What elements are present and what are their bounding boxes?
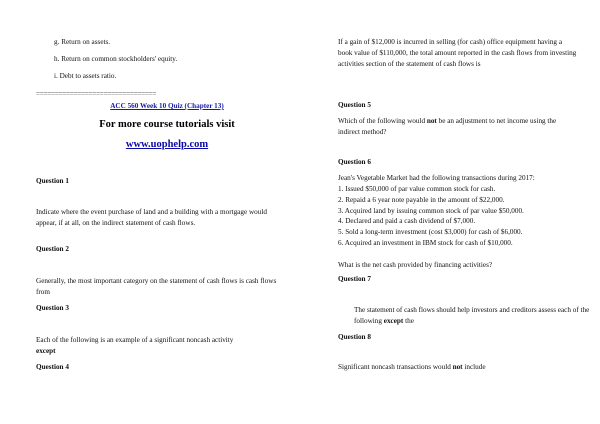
question-5-text-pre: Which of the following would [338, 117, 427, 125]
transaction-item: 1. Issued $50,000 of par value common stock for cash. [338, 185, 496, 193]
question-7-text-post: the [403, 316, 414, 325]
transaction-item: 6. Acquired an investment in IBM stock for cash of $10,000. [338, 238, 513, 247]
transaction-item: 3. Acquired land by issuing common stock of par value $50,000. [338, 206, 524, 215]
question-7-text-bold: except [383, 316, 404, 325]
question-3-text-plain: Each of the following is an example of a significant noncash activity [36, 336, 234, 344]
question-8-label: Question 8 [338, 333, 371, 341]
question-5-text-post: be an adjustment to net income using the indirect method? [338, 117, 557, 136]
question-7-label: Question 7 [338, 275, 371, 283]
list-item-g: g. Return on assets. [54, 38, 111, 46]
question-8-text [338, 362, 600, 373]
question-5-text-bold: not [426, 117, 437, 125]
separator-line: ================================ [36, 90, 157, 98]
question-6-transactions [338, 184, 600, 249]
question-2-text: Generally, the most important category on the statement of cash flows is cash flows from [36, 277, 277, 296]
transaction-item: 5. Sold a long-term investment (cost $3,000) for cash of $6,000. [338, 228, 523, 237]
promo-heading: For more course tutorials visit [99, 119, 235, 130]
question-8-text-pre: Significant noncash transactions would [338, 363, 453, 371]
question-3-label: Question 3 [36, 304, 69, 312]
question-1-label: Question 1 [36, 177, 69, 185]
quiz-title-link[interactable]: ACC 560 Week 10 Quiz (Chapter 13) [110, 102, 224, 110]
question-5-text [338, 116, 578, 138]
transaction-item: 4. Declared and paid a cash dividend of $7,000. [338, 217, 476, 226]
question-3-text-bold: except [36, 346, 56, 355]
question-8-text-post: include [462, 363, 486, 371]
question-8-text-bold: not [452, 363, 463, 371]
question-3-text [36, 335, 298, 357]
question-6-intro: Jean's Vegetable Market had the following transactions during 2017: [338, 174, 535, 182]
intro-question-text: If a gain of $12,000 is incurred in selling (for cash) office equipment having a book value of $110,000, the total amount reported in the cash flows from investing activities section of the statement of cash flows is [338, 38, 577, 68]
question-6-question: What is the net cash provided by financing activities? [338, 261, 493, 269]
list-item-h: h. Return on common stockholders' equity. [54, 55, 178, 63]
question-5-label: Question 5 [338, 101, 371, 109]
transaction-item: 2. Repaid a 6 year note payable in the amount of $22,000. [338, 195, 505, 204]
question-6-label: Question 6 [338, 158, 371, 166]
question-1-text: Indicate where the event purchase of land and a building with a mortgage would appear, if at all, on the indirect statement of cash flows. [36, 208, 267, 227]
question-7-text [354, 305, 594, 327]
question-7-text-pre: The statement of cash flows should help investors and creditors assess each of the following [354, 306, 590, 325]
question-4-label: Question 4 [36, 363, 69, 371]
question-2-label: Question 2 [36, 245, 69, 253]
list-item-i: i. Debt to assets ratio. [54, 72, 117, 80]
promo-url-link[interactable]: www.uophelp.com [125, 139, 209, 150]
